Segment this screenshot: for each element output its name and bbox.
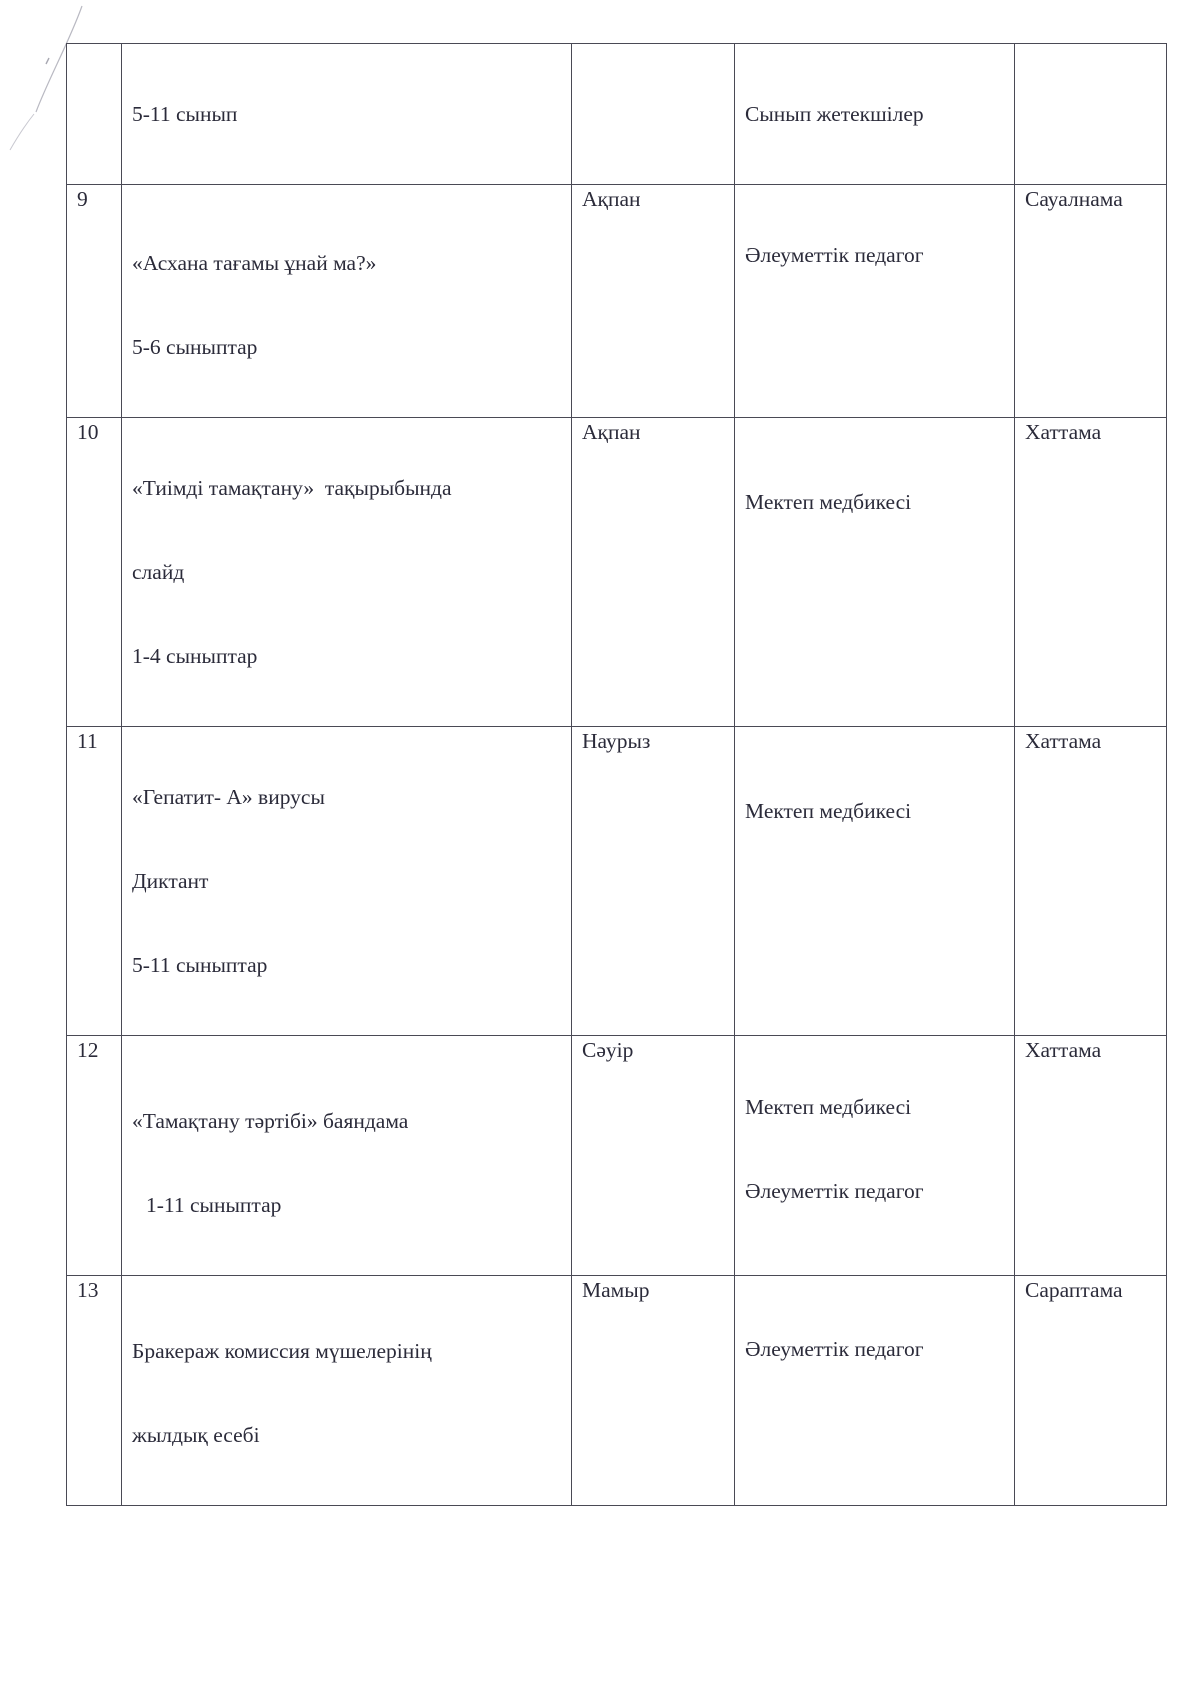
event-line: 5-6 сыныптар	[132, 335, 258, 359]
responsible-line: Мектеп медбикесі	[745, 490, 912, 514]
responsible-line: Сынып жетекшілер	[745, 102, 924, 126]
form-cell: Хаттама	[1015, 727, 1167, 1036]
event-cell	[122, 1276, 572, 1506]
date-cell: Ақпан	[572, 185, 735, 418]
row-number-cell: 12	[67, 1036, 122, 1276]
row-number-cell: 10	[67, 418, 122, 727]
date-cell: Ақпан	[572, 418, 735, 727]
event-line: слайд	[132, 560, 185, 584]
event-cell	[122, 418, 572, 727]
form-cell: Хаттама	[1015, 1036, 1167, 1276]
row-number-cell: 13	[67, 1276, 122, 1506]
event-cell	[122, 185, 572, 418]
event-cell	[122, 44, 572, 185]
responsible-cell	[735, 44, 1015, 185]
date-cell	[572, 44, 735, 185]
responsible-line: Әлеуметтік педагог	[745, 1179, 924, 1203]
event-line: 1-4 сыныптар	[132, 644, 258, 668]
responsible-cell	[735, 1036, 1015, 1276]
form-cell: Хаттама	[1015, 418, 1167, 727]
row-number-cell	[67, 44, 122, 185]
event-plan-table	[66, 43, 1167, 1506]
table-row	[67, 44, 1167, 185]
form-cell: Сауалнама	[1015, 185, 1167, 418]
event-line: «Тиімді тамақтану» тақырыбында	[132, 476, 452, 500]
table-row	[67, 418, 1167, 727]
responsible-cell	[735, 727, 1015, 1036]
event-cell	[122, 727, 572, 1036]
row-number-cell: 11	[67, 727, 122, 1036]
event-line: Диктант	[132, 869, 209, 893]
event-line: 1-11 сыныптар	[146, 1193, 282, 1217]
event-line: 5-11 сынып	[132, 102, 238, 126]
row-number-cell: 9	[67, 185, 122, 418]
table-row	[67, 1036, 1167, 1276]
date-cell: Сәуір	[572, 1036, 735, 1276]
form-cell: Сараптама	[1015, 1276, 1167, 1506]
table-row	[67, 185, 1167, 418]
event-line: жылдық есебі	[132, 1423, 260, 1447]
event-line: «Тамақтану тәртібі» баяндама	[132, 1109, 409, 1133]
event-line: 5-11 сыныптар	[132, 953, 268, 977]
date-cell: Наурыз	[572, 727, 735, 1036]
responsible-cell	[735, 418, 1015, 727]
date-cell: Мамыр	[572, 1276, 735, 1506]
event-line: Бракераж комиссия мүшелерінің	[132, 1339, 432, 1363]
responsible-line: Әлеуметтік педагог	[745, 243, 924, 267]
table-row	[67, 1276, 1167, 1506]
responsible-line: Әлеуметтік педагог	[745, 1337, 924, 1361]
table-row	[67, 727, 1167, 1036]
event-cell	[122, 1036, 572, 1276]
responsible-line: Мектеп медбикесі	[745, 1095, 912, 1119]
event-line: «Гепатит- А» вирусы	[132, 785, 325, 809]
responsible-cell	[735, 185, 1015, 418]
responsible-cell	[735, 1276, 1015, 1506]
responsible-line: Мектеп медбикесі	[745, 799, 912, 823]
form-cell	[1015, 44, 1167, 185]
event-line: «Асхана тағамы ұнай ма?»	[132, 251, 377, 275]
